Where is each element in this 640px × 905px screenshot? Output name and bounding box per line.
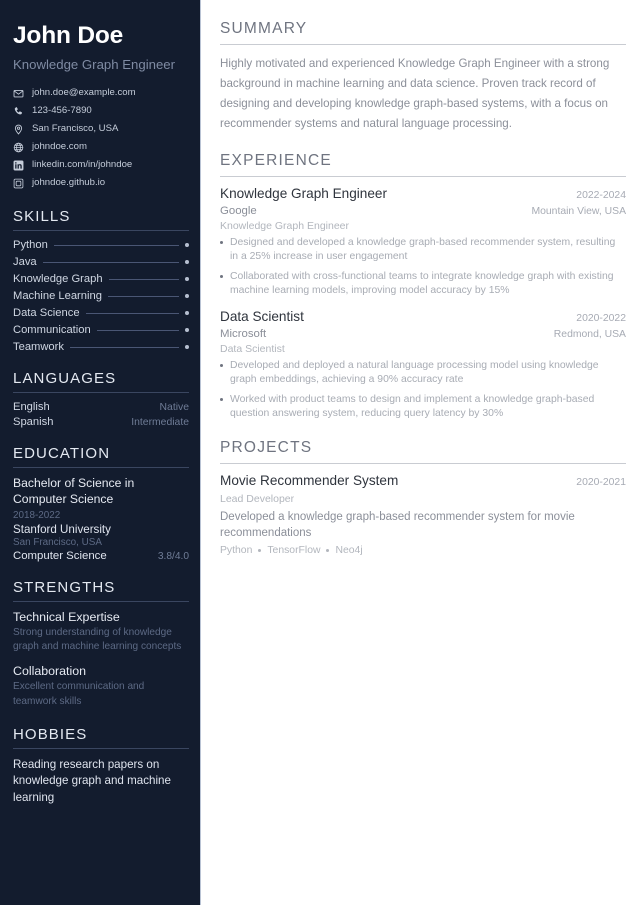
contact-github-text: johndoe.github.io	[32, 176, 106, 188]
project-dates: 2020-2021	[576, 477, 626, 489]
experience-location: Redmond, USA	[553, 328, 626, 340]
language-item	[13, 416, 189, 428]
contact-website[interactable]	[13, 141, 189, 153]
skill-connector-line	[43, 262, 179, 263]
bullet-dot-icon	[220, 275, 223, 278]
strength-title: Technical Expertise	[13, 609, 120, 624]
skill-item	[13, 341, 189, 353]
sidebar-heading-strengths: STRENGTHS	[13, 579, 189, 602]
language-level: Native	[159, 402, 189, 414]
sidebar	[0, 0, 201, 905]
strength-description: Strong understanding of knowledge graph and machine learning concepts	[13, 627, 182, 653]
strength-item	[13, 664, 189, 709]
bullet-text: Designed and developed a knowledge graph-based recommender system, resulting in a 25% increase in user engagement	[230, 237, 616, 263]
experience-dates: 2020-2022	[576, 312, 626, 324]
envelope-icon	[13, 88, 24, 99]
contact-phone[interactable]	[13, 105, 189, 117]
github-icon	[13, 178, 24, 189]
experience-entry-header	[220, 186, 626, 202]
contact-email[interactable]	[13, 87, 189, 99]
section-heading-summary: SUMMARY	[220, 20, 626, 45]
candidate-job-title: Knowledge Graph Engineer	[13, 57, 176, 73]
technology-tag: Neo4j	[335, 544, 363, 556]
skill-label: Java	[13, 256, 37, 269]
skill-item	[13, 290, 189, 302]
project-entry	[220, 473, 626, 556]
bullet-item	[220, 236, 626, 265]
language-level: Intermediate	[131, 417, 189, 429]
experience-entry	[220, 309, 626, 422]
experience-location: Mountain View, USA	[531, 206, 626, 218]
skill-level-dot	[185, 277, 189, 281]
skill-level-dot	[185, 260, 189, 264]
bullet-dot-icon	[220, 398, 223, 401]
languages-list	[13, 393, 189, 428]
education-school: Stanford University	[13, 522, 111, 536]
skill-connector-line	[108, 296, 179, 297]
skill-item	[13, 273, 189, 285]
skills-list	[13, 231, 189, 353]
experience-entry	[220, 186, 626, 299]
bullet-item	[220, 270, 626, 299]
skill-item	[13, 324, 189, 336]
main-content	[201, 0, 640, 905]
sidebar-heading-languages: LANGUAGES	[13, 370, 189, 393]
bullet-dot-icon	[220, 364, 223, 367]
section-heading-projects: PROJECTS	[220, 439, 626, 464]
skill-label: Teamwork	[13, 341, 64, 354]
experience-title: Knowledge Graph Engineer	[220, 185, 388, 201]
skill-level-dot	[185, 243, 189, 247]
hobbies-block	[13, 749, 189, 806]
technology-tag: Python	[220, 544, 253, 556]
skill-level-dot	[185, 311, 189, 315]
skill-connector-line	[70, 347, 179, 348]
project-entry-header	[220, 473, 626, 489]
experience-entry-header	[220, 309, 626, 325]
skill-level-dot	[185, 345, 189, 349]
bullet-text: Developed and deployed a natural language processing model using knowledge graph embeddings, achieving a 90% accuracy rate	[230, 359, 599, 386]
skill-item	[13, 256, 189, 268]
contact-phone-text: 123-456-7890	[32, 104, 92, 116]
experience-role: Data Scientist	[220, 342, 285, 355]
globe-icon	[13, 142, 24, 153]
bullet-item	[220, 359, 626, 388]
experience-title: Data Scientist	[220, 308, 304, 324]
experience-organization: Google	[220, 205, 257, 218]
skill-connector-line	[86, 313, 179, 314]
bullet-separator-icon	[258, 549, 261, 552]
skill-item	[13, 307, 189, 319]
bullet-text: Collaborated with cross-functional teams to integrate knowledge graph with existing machine learning models, improving model accuracy by 15%	[230, 270, 614, 297]
contact-linkedin[interactable]	[13, 159, 189, 171]
education-gpa: 3.8/4.0	[157, 550, 189, 562]
experience-entry-subheader	[220, 205, 626, 217]
hobbies-text: Reading research papers on knowledge graph and machine learning	[13, 757, 171, 804]
project-role: Lead Developer	[220, 492, 295, 505]
bullet-dot-icon	[220, 241, 223, 244]
skill-connector-line	[97, 330, 179, 331]
strength-item	[13, 610, 189, 655]
language-name: English	[13, 401, 50, 414]
experience-role: Knowledge Graph Engineer	[220, 220, 350, 233]
summary-text: Highly motivated and experienced Knowledge Graph Engineer with a strong background in machine learning and data science. Proven track record of designing and developing knowledge graph-based systems, with a focus on recommender systems and natural language processing.	[220, 57, 610, 130]
bullet-separator-icon	[326, 549, 329, 552]
experience-organization: Microsoft	[220, 327, 267, 340]
technology-tag: TensorFlow	[267, 544, 321, 556]
sidebar-heading-hobbies: HOBBIES	[13, 726, 189, 749]
language-name: Spanish	[13, 416, 54, 429]
bullet-text: Worked with product teams to design and implement a knowledge graph-based question answering system, reducing query latency by 30%	[230, 393, 595, 419]
location-pin-icon	[13, 124, 24, 135]
contact-location-text: San Francisco, USA	[32, 122, 119, 134]
education-field: Computer Science	[13, 549, 107, 562]
education-field-row	[13, 550, 189, 562]
strength-description: Excellent communication and teamwork skills	[13, 681, 145, 707]
strengths-list	[13, 602, 189, 709]
skill-label: Machine Learning	[13, 290, 102, 303]
education-degree: Bachelor of Science in Computer Science	[13, 476, 135, 506]
contact-github[interactable]	[13, 177, 189, 189]
contact-list	[13, 87, 189, 189]
education-location: San Francisco, USA	[13, 536, 102, 548]
skill-level-dot	[185, 294, 189, 298]
project-technologies	[220, 545, 626, 556]
skill-connector-line	[109, 279, 179, 280]
contact-website-text: johndoe.com	[32, 140, 87, 152]
experience-bullet-list	[220, 359, 626, 421]
skill-level-dot	[185, 328, 189, 332]
contact-linkedin-text: linkedin.com/in/johndoe	[32, 158, 133, 170]
contact-location	[13, 123, 189, 135]
candidate-name: John Doe	[13, 22, 124, 49]
experience-entry-subheader	[220, 328, 626, 340]
sidebar-heading-education: EDUCATION	[13, 445, 189, 468]
skill-connector-line	[54, 245, 179, 246]
sidebar-heading-skills: SKILLS	[13, 208, 189, 231]
skill-label: Data Science	[13, 307, 80, 320]
skill-item	[13, 239, 189, 251]
education-dates: 2018-2022	[13, 509, 61, 521]
contact-email-text: john.doe@example.com	[32, 87, 136, 99]
strength-title: Collaboration	[13, 663, 87, 678]
skill-label: Python	[13, 239, 48, 252]
project-title: Movie Recommender System	[220, 473, 399, 489]
linkedin-icon	[13, 160, 24, 171]
skill-label: Knowledge Graph	[13, 273, 103, 286]
bullet-item	[220, 393, 626, 422]
experience-bullet-list	[220, 236, 626, 298]
section-heading-experience: EXPERIENCE	[220, 152, 626, 177]
project-description: Developed a knowledge graph-based recommender system for movie recommendations	[220, 510, 575, 539]
language-item	[13, 401, 189, 413]
education-block	[13, 468, 189, 561]
experience-dates: 2022-2024	[576, 189, 626, 201]
phone-icon	[13, 106, 24, 117]
skill-label: Communication	[13, 324, 91, 337]
